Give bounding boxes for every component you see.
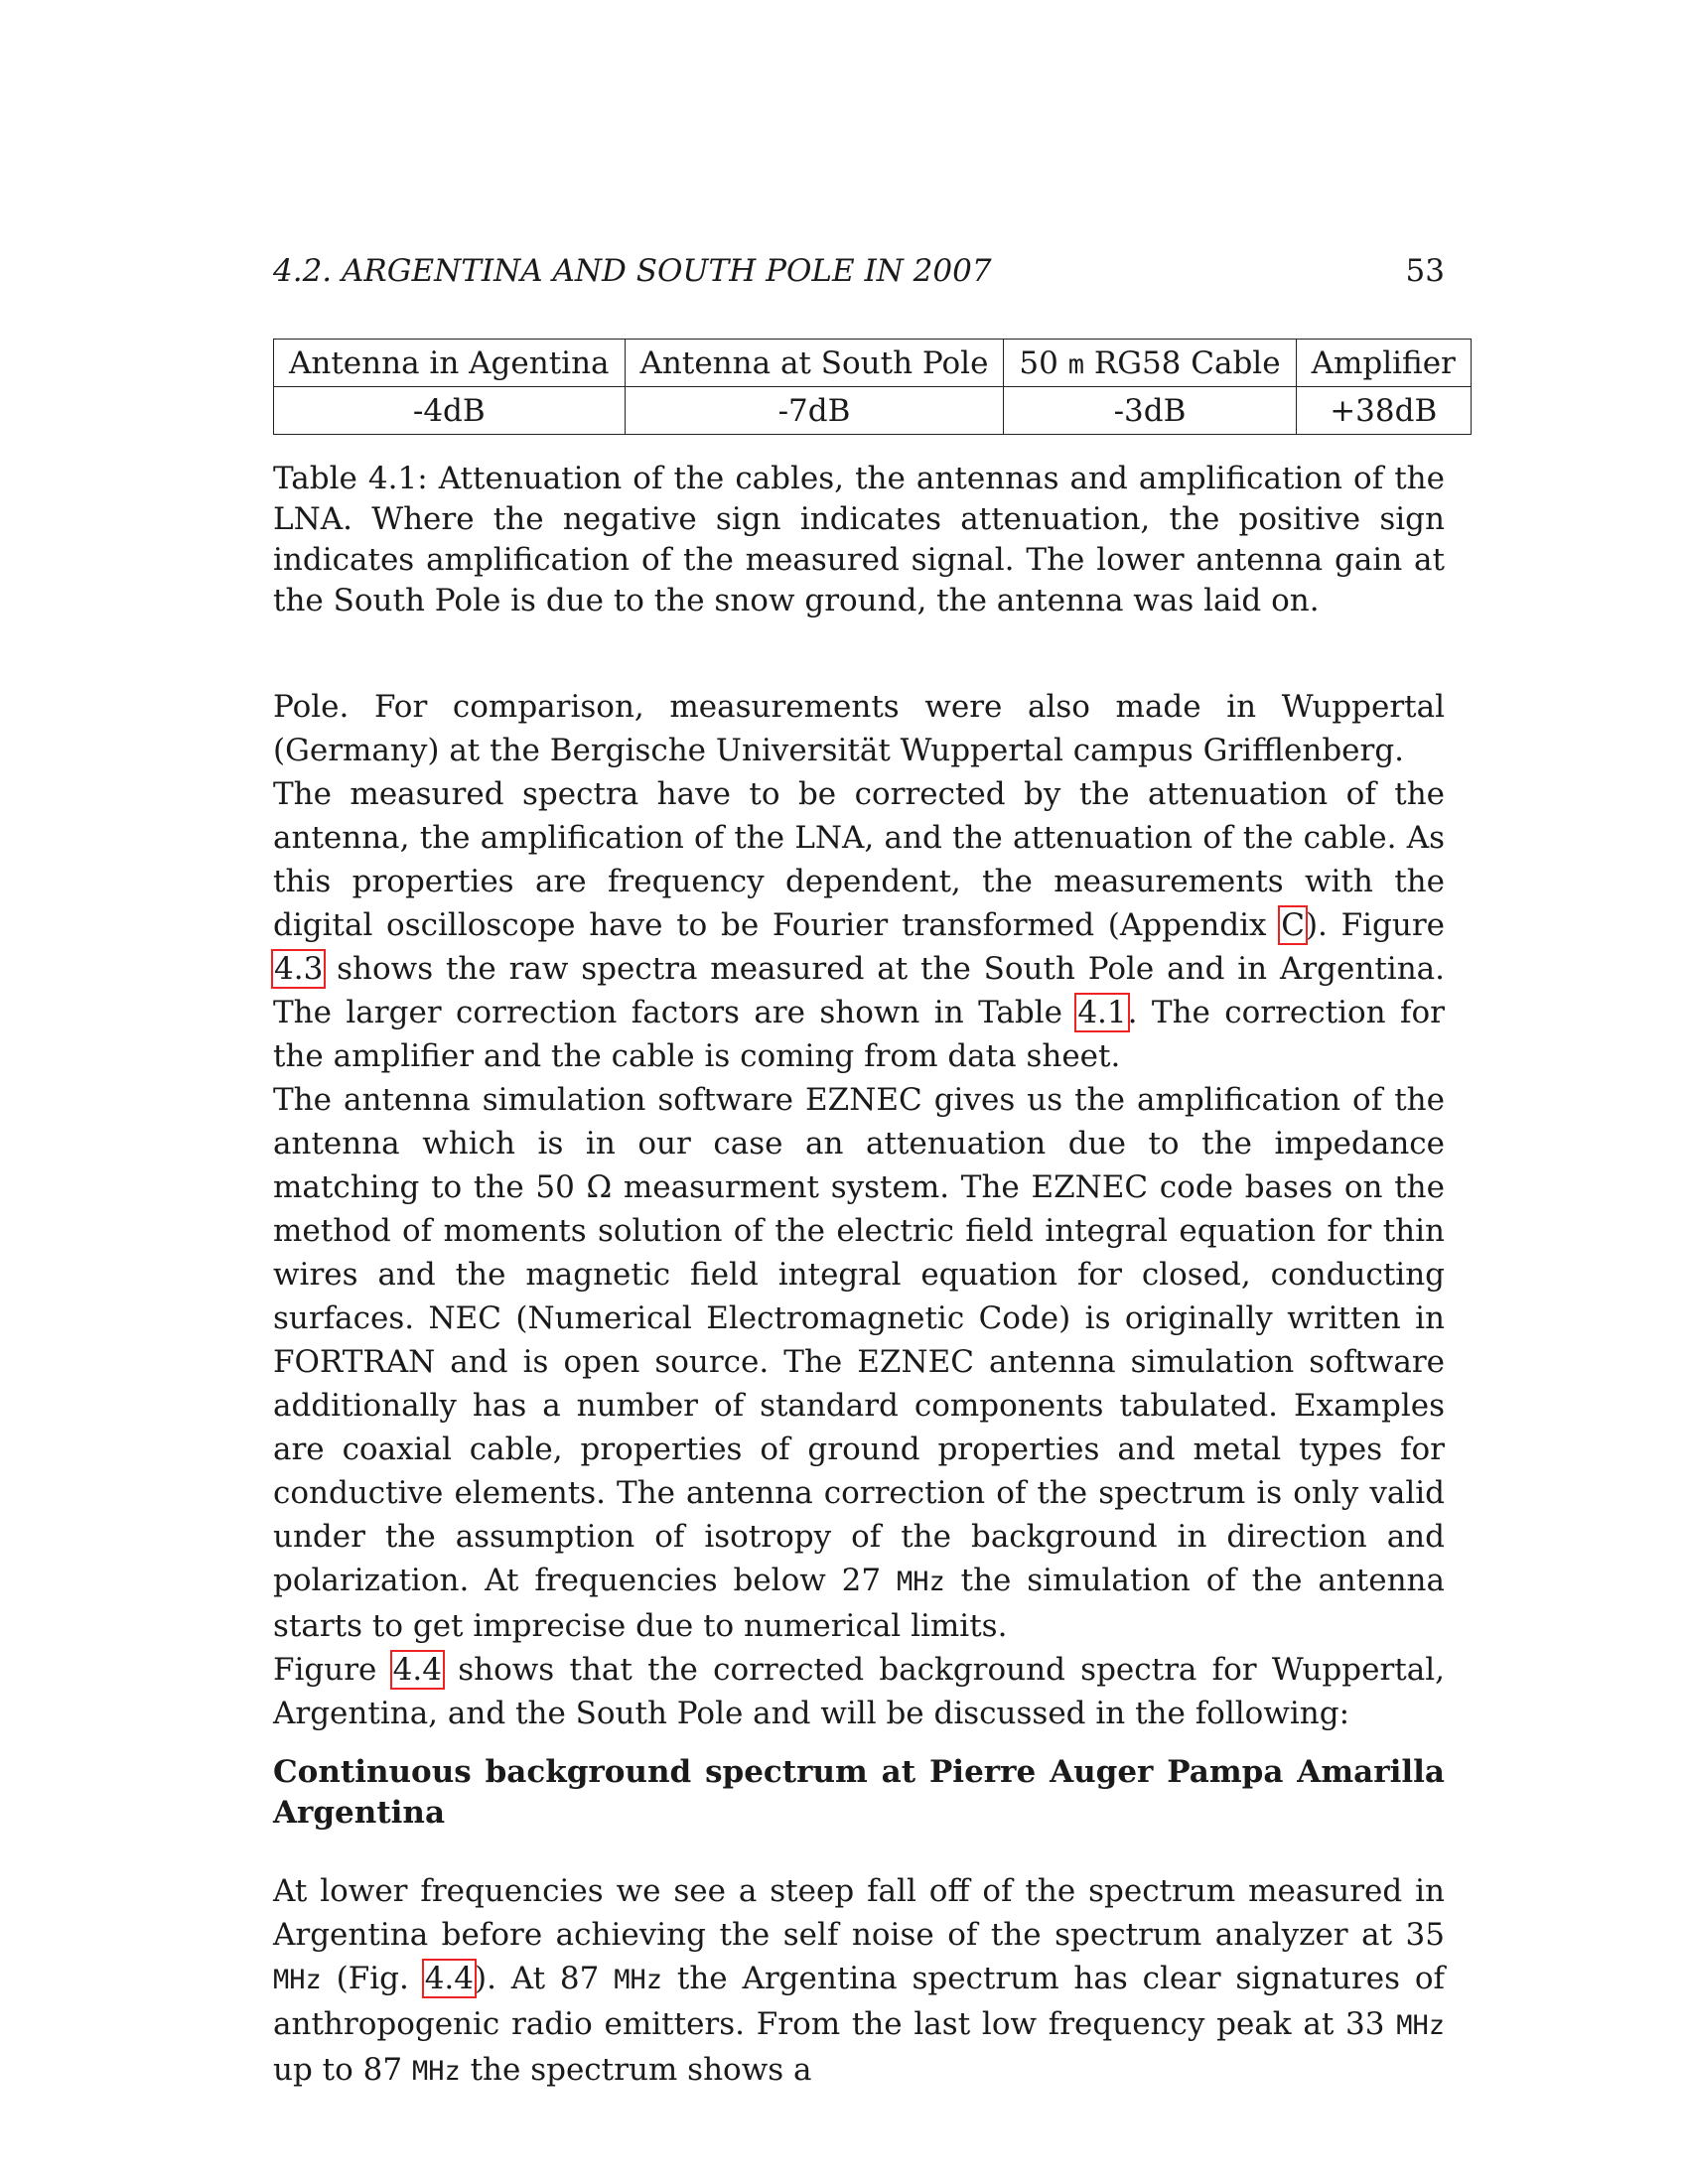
table-header-cell: Amplifier xyxy=(1296,340,1471,387)
text-run: At lower frequencies we see a steep fall off of the spectrum measured in Argentina before achieving the self noise of the spectrum analyzer at 35 xyxy=(273,1873,1445,1953)
text-run: The measured spectra have to be corrected by the attenuation of the antenna, the amplification of the LNA, and the attenuation of the cable. As this properties are frequency dependent, the measurements with the digital oscilloscope have to be Fourier transformed (Appendix xyxy=(273,776,1445,943)
text-run: . The correction for the amplifier and the cable is coming from data sheet. xyxy=(273,995,1445,1074)
section-heading: Continuous background spectrum at Pierre Auger Pampa Amarilla Argentina xyxy=(273,1754,1445,1831)
body-text xyxy=(273,685,1445,1735)
running-head-title: 4.2. ARGENTINA AND SOUTH POLE IN 2007 xyxy=(273,253,992,289)
cable-length-unit: m xyxy=(1067,348,1084,380)
text-run: up to 87 xyxy=(273,2052,412,2088)
text-run: The antenna simulation software EZNEC gives us the amplification of the antenna which is in our case an attenuation due to the impedance matching to the 50 Ω measurment system. The EZNEC code bases on the method of moments solution of the electric field integral equation for thin wires and the magnetic field integral equation for closed, conducting surfaces. NEC (Numerical Electromagnetic Code) is originally written in FORTRAN and is open source. The EZNEC antenna simulation software additionally has a number of standard components tabulated. Examples are coaxial cable, properties of ground properties and metal types for conductive elements. The antenna correction of the spectrum is only valid under the assumption of isotropy of the background in direction and polarization. At frequencies below 27 xyxy=(273,1082,1445,1598)
table-4-1-link[interactable]: 4.1 xyxy=(1077,995,1127,1030)
unit-mhz: MHz xyxy=(1396,2010,1445,2041)
table-header-row xyxy=(274,340,1472,387)
table-caption: Table 4.1: Attenuation of the cables, the antennas and amplification of the LNA. Where the negative sign indicates attenuation, the positive sign indicates amplification of the measured signal. The lower antenna gain at the South Pole is due to the snow ground, the antenna was laid on. xyxy=(273,461,1445,618)
table-cell: -7dB xyxy=(625,387,1004,435)
attenuation-table xyxy=(273,339,1472,435)
paragraph xyxy=(273,1078,1445,1648)
text-run: the Argentina spectrum has clear signatures of anthropogenic radio emitters. From the last low frequency peak at 33 xyxy=(273,1961,1445,2042)
text-run: shows that the corrected background spectra for Wuppertal, Argentina, and the South Pole and will be discussed in the following: xyxy=(273,1652,1445,1731)
running-head xyxy=(273,253,1445,293)
unit-mhz: MHz xyxy=(411,2056,461,2087)
cable-length: 50 xyxy=(1019,344,1058,381)
table-cell: -4dB xyxy=(274,387,626,435)
unit-mhz: MHz xyxy=(896,1567,945,1597)
paragraph: Pole. For comparison, measurements were also made in Wuppertal (Germany) at the Bergische Universität Wuppertal campus Grifflenberg. xyxy=(273,689,1445,768)
figure-4-3-link[interactable]: 4.3 xyxy=(274,951,324,987)
text-run: ). At 87 xyxy=(475,1961,615,1996)
table-cell: -3dB xyxy=(1004,387,1296,435)
figure-4-4-link[interactable]: 4.4 xyxy=(392,1652,442,1688)
table-header-cell: Antenna at South Pole xyxy=(625,340,1004,387)
paragraph xyxy=(273,772,1445,1078)
text-run: (Fig. xyxy=(321,1961,424,1996)
table-cell: +38dB xyxy=(1296,387,1471,435)
page-number: 53 xyxy=(1405,253,1445,289)
table-row xyxy=(274,387,1472,435)
figure-4-4-link[interactable]: 4.4 xyxy=(424,1961,474,1996)
unit-mhz: MHz xyxy=(273,1965,322,1995)
text-run: shows the raw spectra measured at the South Pole and in Argentina. The larger correction factors are shown in Table xyxy=(273,951,1445,1030)
text-run: Figure xyxy=(273,1652,392,1688)
unit-mhz: MHz xyxy=(614,1965,663,1995)
section-paragraph xyxy=(273,1869,1445,2094)
text-run: ). Figure xyxy=(1305,907,1445,943)
table-header-cell: Antenna in Agentina xyxy=(274,340,626,387)
cable-type: RG58 Cable xyxy=(1093,344,1281,381)
paragraph xyxy=(273,1648,1445,1735)
appendix-c-link[interactable]: C xyxy=(1281,907,1305,943)
table-header-cell xyxy=(1004,340,1296,387)
text-run: the simulation of the antenna starts to get imprecise due to numerical limits. xyxy=(273,1563,1445,1644)
text-run: the spectrum shows a xyxy=(460,2052,812,2088)
